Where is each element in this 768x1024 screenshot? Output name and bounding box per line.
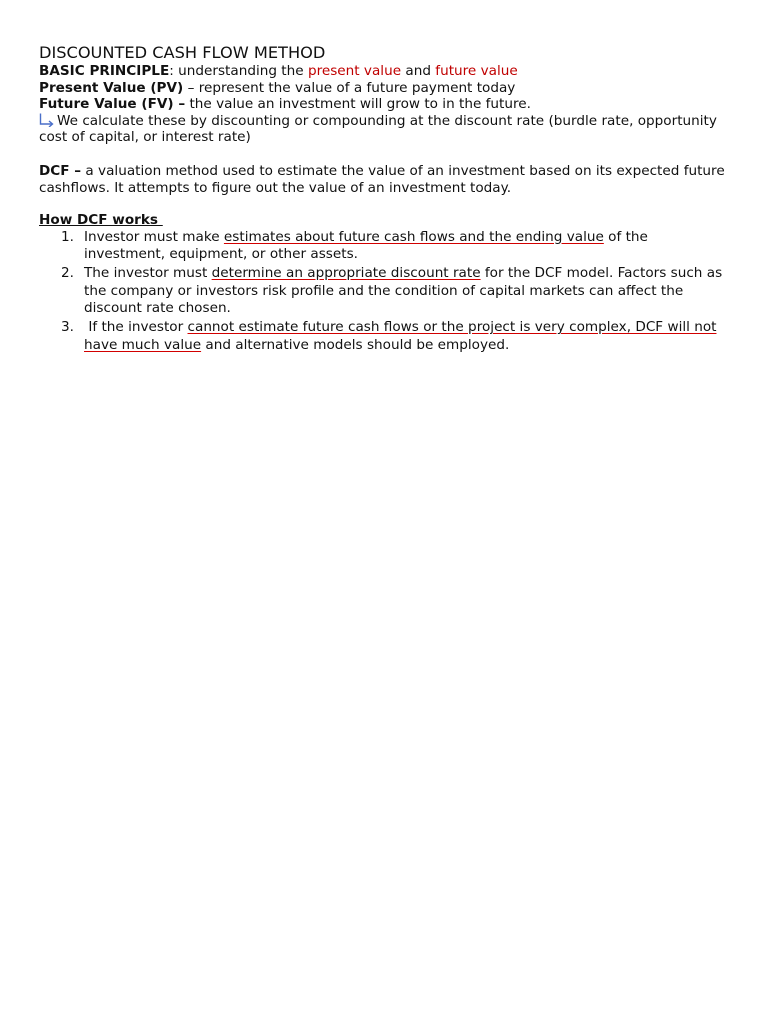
- return-arrow-icon: [39, 113, 55, 127]
- dcf-label: DCF –: [39, 162, 82, 179]
- fv-label: Future Value (FV) –: [39, 96, 186, 113]
- pv-label: Present Value (PV): [39, 79, 184, 96]
- basic-principle-colon: :: [169, 63, 174, 79]
- fv-line: [39, 96, 729, 113]
- pv-line: [39, 80, 729, 97]
- steps-list: [39, 229, 729, 355]
- step-text-before: If the investor: [84, 319, 188, 336]
- step-number: 3.: [61, 319, 74, 336]
- pv-text: – represent the value of a future payment today: [183, 79, 516, 96]
- present-value-term: present value: [307, 63, 402, 79]
- step-text-before: The investor must: [84, 265, 212, 282]
- future-value-term: future value: [435, 63, 518, 79]
- document-title: DISCOUNTED CASH FLOW METHOD: [39, 43, 326, 62]
- step-underlined-text: determine an appropriate discount rate: [211, 265, 481, 282]
- calc-note-text: We calculate these by discounting or compounding at the discount rate (burdle rate, opportunity cost of capital, or interest rate): [39, 112, 717, 146]
- list-item: [39, 319, 729, 354]
- dcf-definition: [39, 163, 729, 196]
- step-underlined-text: cannot estimate future cash flows or the project is very complex, DCF will not have much value: [84, 319, 717, 353]
- list-item: [39, 229, 729, 264]
- dcf-text: a valuation method used to estimate the value of an investment based on its expected future cashflows. It attempts to figure out the value of an investment today.: [39, 162, 725, 196]
- step-text-after: of the investment, equipment, or other assets.: [84, 228, 648, 263]
- fv-text: the value an investment will grow to in the future.: [185, 96, 531, 113]
- basic-principle-text: understanding the: [173, 63, 308, 79]
- calc-note-line: [39, 113, 729, 146]
- how-dcf-works-heading: How DCF works: [39, 212, 163, 229]
- step-number: 1.: [61, 228, 74, 245]
- step-text-after: for the DCF model. Factors such as the company or investors risk profile and the condition of capital markets can affect the discount rate chosen.: [84, 265, 723, 317]
- document-page: [39, 43, 729, 356]
- step-text-after: and alternative models should be employed.: [201, 336, 510, 353]
- basic-principle-and: and: [401, 63, 436, 79]
- step-text-before: Investor must make: [84, 228, 224, 245]
- step-number: 2.: [61, 265, 74, 282]
- basic-principle-label: BASIC PRINCIPLE: [39, 63, 170, 79]
- step-underlined-text: estimates about future cash flows and the ending value: [223, 228, 604, 245]
- basic-principle-line: [39, 63, 729, 80]
- list-item: [39, 265, 729, 318]
